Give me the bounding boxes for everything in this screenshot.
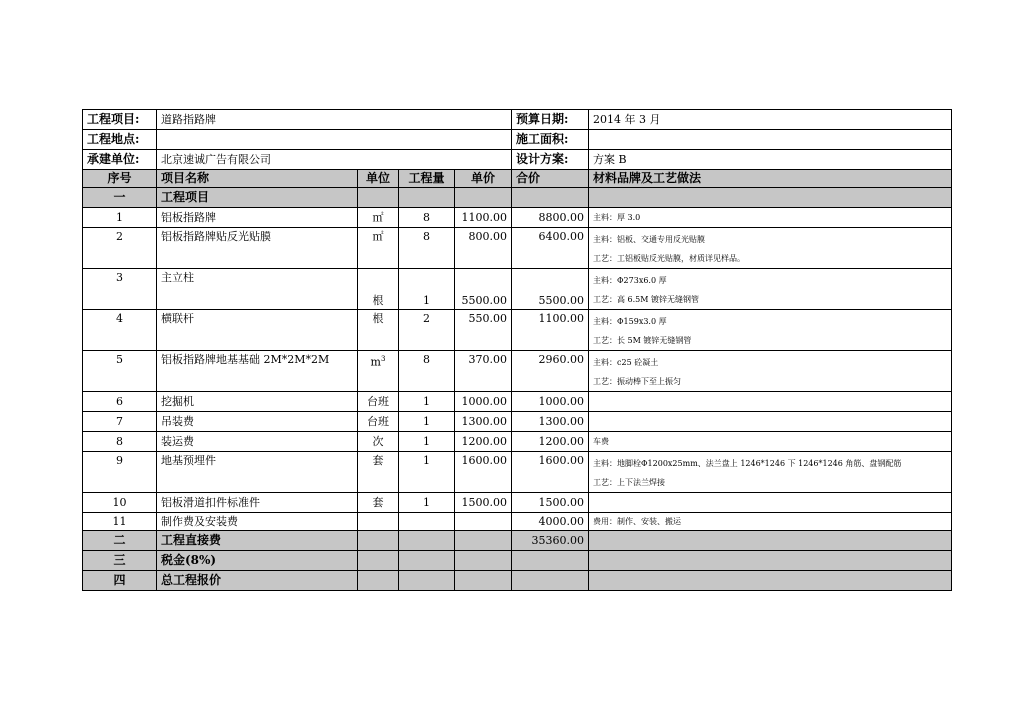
row-unit: 套 xyxy=(358,452,399,493)
row-name: 铝板指路牌 xyxy=(157,208,358,228)
row-price: 1100.00 xyxy=(455,208,512,228)
section-row-2 xyxy=(83,531,952,551)
row-unit: 根 xyxy=(358,310,399,351)
row-total: 1200.00 xyxy=(512,432,589,452)
table-row xyxy=(83,228,952,269)
row-total: 1300.00 xyxy=(512,412,589,432)
row-name: 装运费 xyxy=(157,432,358,452)
row-total: 1100.00 xyxy=(512,310,589,351)
row-total: 1000.00 xyxy=(512,392,589,412)
row-name: 地基预埋件 xyxy=(157,452,358,493)
section-name: 工程项目 xyxy=(157,188,358,208)
row-no: 10 xyxy=(83,493,157,513)
contractor-value: 北京速诚广告有限公司 xyxy=(157,150,512,170)
row-name: 挖掘机 xyxy=(157,392,358,412)
row-notes xyxy=(589,351,952,392)
row-price: 1200.00 xyxy=(455,432,512,452)
col-header-notes: 材料品牌及工艺做法 xyxy=(589,170,952,188)
row-notes xyxy=(589,269,952,310)
row-total: 6400.00 xyxy=(512,228,589,269)
header-row-project xyxy=(83,110,952,130)
note-line: 主料：c25 砼凝土 xyxy=(593,358,659,367)
section-no: 三 xyxy=(83,551,157,571)
row-no: 1 xyxy=(83,208,157,228)
col-header-total: 合价 xyxy=(512,170,589,188)
location-value xyxy=(157,130,512,150)
row-name: 主立柱 xyxy=(157,269,358,310)
row-price: 5500.00 xyxy=(455,269,512,310)
project-value: 道路指路牌 xyxy=(157,110,512,130)
section-name: 总工程报价 xyxy=(157,571,358,591)
plan-value: 方案 B xyxy=(589,150,952,170)
section-row-4 xyxy=(83,571,952,591)
row-name: 铝板指路牌贴反光贴膜 xyxy=(157,228,358,269)
unit-superscript: 3 xyxy=(380,355,386,363)
note-line: 工艺：长 5M 镀锌无缝钢管 xyxy=(593,336,692,345)
row-qty: 1 xyxy=(399,412,455,432)
table-row xyxy=(83,208,952,228)
row-qty: 8 xyxy=(399,228,455,269)
note-line: 工艺：高 6.5M 镀锌无缝钢管 xyxy=(593,295,699,304)
row-qty: 1 xyxy=(399,493,455,513)
budget-sheet xyxy=(82,109,951,591)
table-row xyxy=(83,452,952,493)
section-no: 二 xyxy=(83,531,157,551)
section-name: 税金(8%) xyxy=(157,551,358,571)
row-total: 1500.00 xyxy=(512,493,589,513)
row-no: 7 xyxy=(83,412,157,432)
note-line: 主料：厚 3.0 xyxy=(593,213,641,222)
row-notes xyxy=(589,392,952,412)
note-line: 主料：Φ159x3.0 厚 xyxy=(593,317,667,326)
row-name: 横联杆 xyxy=(157,310,358,351)
row-qty: 1 xyxy=(399,452,455,493)
table-row xyxy=(83,310,952,351)
row-name: 铝板指路牌地基基础 2M*2M*2M xyxy=(157,351,358,392)
row-unit: ㎡ xyxy=(358,228,399,269)
row-total: 5500.00 xyxy=(512,269,589,310)
row-name: 制作费及安装费 xyxy=(157,513,358,531)
row-notes xyxy=(589,452,952,493)
row-no: 8 xyxy=(83,432,157,452)
row-price: 550.00 xyxy=(455,310,512,351)
row-unit: 台班 xyxy=(358,412,399,432)
row-price: 1300.00 xyxy=(455,412,512,432)
row-no: 9 xyxy=(83,452,157,493)
unit-text: m xyxy=(370,355,381,369)
row-price: 370.00 xyxy=(455,351,512,392)
section-name: 工程直接费 xyxy=(157,531,358,551)
row-no: 3 xyxy=(83,269,157,310)
project-label: 工程项目: xyxy=(83,110,157,130)
row-qty: 1 xyxy=(399,269,455,310)
row-name: 吊装费 xyxy=(157,412,358,432)
col-header-name: 项目名称 xyxy=(157,170,358,188)
col-header-no: 序号 xyxy=(83,170,157,188)
area-label: 施工面积: xyxy=(512,130,589,150)
section-no: 一 xyxy=(83,188,157,208)
table-row xyxy=(83,269,952,310)
row-price xyxy=(455,513,512,531)
row-qty: 2 xyxy=(399,310,455,351)
section-row-3 xyxy=(83,551,952,571)
col-header-unit: 单位 xyxy=(358,170,399,188)
table-row xyxy=(83,513,952,531)
note-line: 主料：地脚栓Φ1200x25mm、法兰盘上 1246*1246 下 1246*1246 角筋、盘钢配筋 xyxy=(593,459,902,468)
section-no: 四 xyxy=(83,571,157,591)
header-row-location xyxy=(83,130,952,150)
row-total: 2960.00 xyxy=(512,351,589,392)
row-qty xyxy=(399,513,455,531)
row-name: 铝板滑道扣件标准件 xyxy=(157,493,358,513)
contractor-label: 承建单位: xyxy=(83,150,157,170)
row-notes xyxy=(589,228,952,269)
table-row xyxy=(83,432,952,452)
row-notes xyxy=(589,493,952,513)
plan-label: 设计方案: xyxy=(512,150,589,170)
row-no: 11 xyxy=(83,513,157,531)
row-qty: 8 xyxy=(399,351,455,392)
note-line: 工艺：上下法兰焊接 xyxy=(593,478,665,487)
row-qty: 1 xyxy=(399,432,455,452)
section-row-1 xyxy=(83,188,952,208)
budget-table xyxy=(82,109,952,591)
date-value: 2014 年 3 月 xyxy=(589,110,952,130)
row-unit: ㎡ xyxy=(358,208,399,228)
row-no: 6 xyxy=(83,392,157,412)
direct-cost-total: 35360.00 xyxy=(512,531,589,551)
row-price: 1500.00 xyxy=(455,493,512,513)
header-row-contractor xyxy=(83,150,952,170)
row-notes xyxy=(589,208,952,228)
row-notes xyxy=(589,432,952,452)
date-label: 预算日期: xyxy=(512,110,589,130)
col-header-qty: 工程量 xyxy=(399,170,455,188)
row-qty: 1 xyxy=(399,392,455,412)
note-line: 车费 xyxy=(593,437,609,446)
row-qty: 8 xyxy=(399,208,455,228)
row-price: 1600.00 xyxy=(455,452,512,493)
column-header-row xyxy=(83,170,952,188)
row-unit: 台班 xyxy=(358,392,399,412)
area-value xyxy=(589,130,952,150)
row-no: 4 xyxy=(83,310,157,351)
row-price: 1000.00 xyxy=(455,392,512,412)
row-unit: 根 xyxy=(358,269,399,310)
note-line: 费用：制作、安装、搬运 xyxy=(593,517,681,526)
row-notes xyxy=(589,513,952,531)
table-row xyxy=(83,392,952,412)
note-line: 主料：铝板、交通专用反光贴膜 xyxy=(593,235,705,244)
table-row xyxy=(83,493,952,513)
row-no: 5 xyxy=(83,351,157,392)
row-price: 800.00 xyxy=(455,228,512,269)
row-no: 2 xyxy=(83,228,157,269)
row-notes xyxy=(589,310,952,351)
table-row xyxy=(83,412,952,432)
note-line: 主料：Φ273x6.0 厚 xyxy=(593,276,667,285)
note-line: 工艺：工铝板贴反光贴膜，材质详见样品。 xyxy=(593,254,745,263)
row-total: 1600.00 xyxy=(512,452,589,493)
row-unit xyxy=(358,513,399,531)
row-notes xyxy=(589,412,952,432)
note-line: 工艺：振动棒下至上振匀 xyxy=(593,377,681,386)
row-unit xyxy=(358,351,399,392)
row-total: 4000.00 xyxy=(512,513,589,531)
row-unit: 套 xyxy=(358,493,399,513)
location-label: 工程地点: xyxy=(83,130,157,150)
col-header-price: 单价 xyxy=(455,170,512,188)
row-unit: 次 xyxy=(358,432,399,452)
row-total: 8800.00 xyxy=(512,208,589,228)
table-row xyxy=(83,351,952,392)
